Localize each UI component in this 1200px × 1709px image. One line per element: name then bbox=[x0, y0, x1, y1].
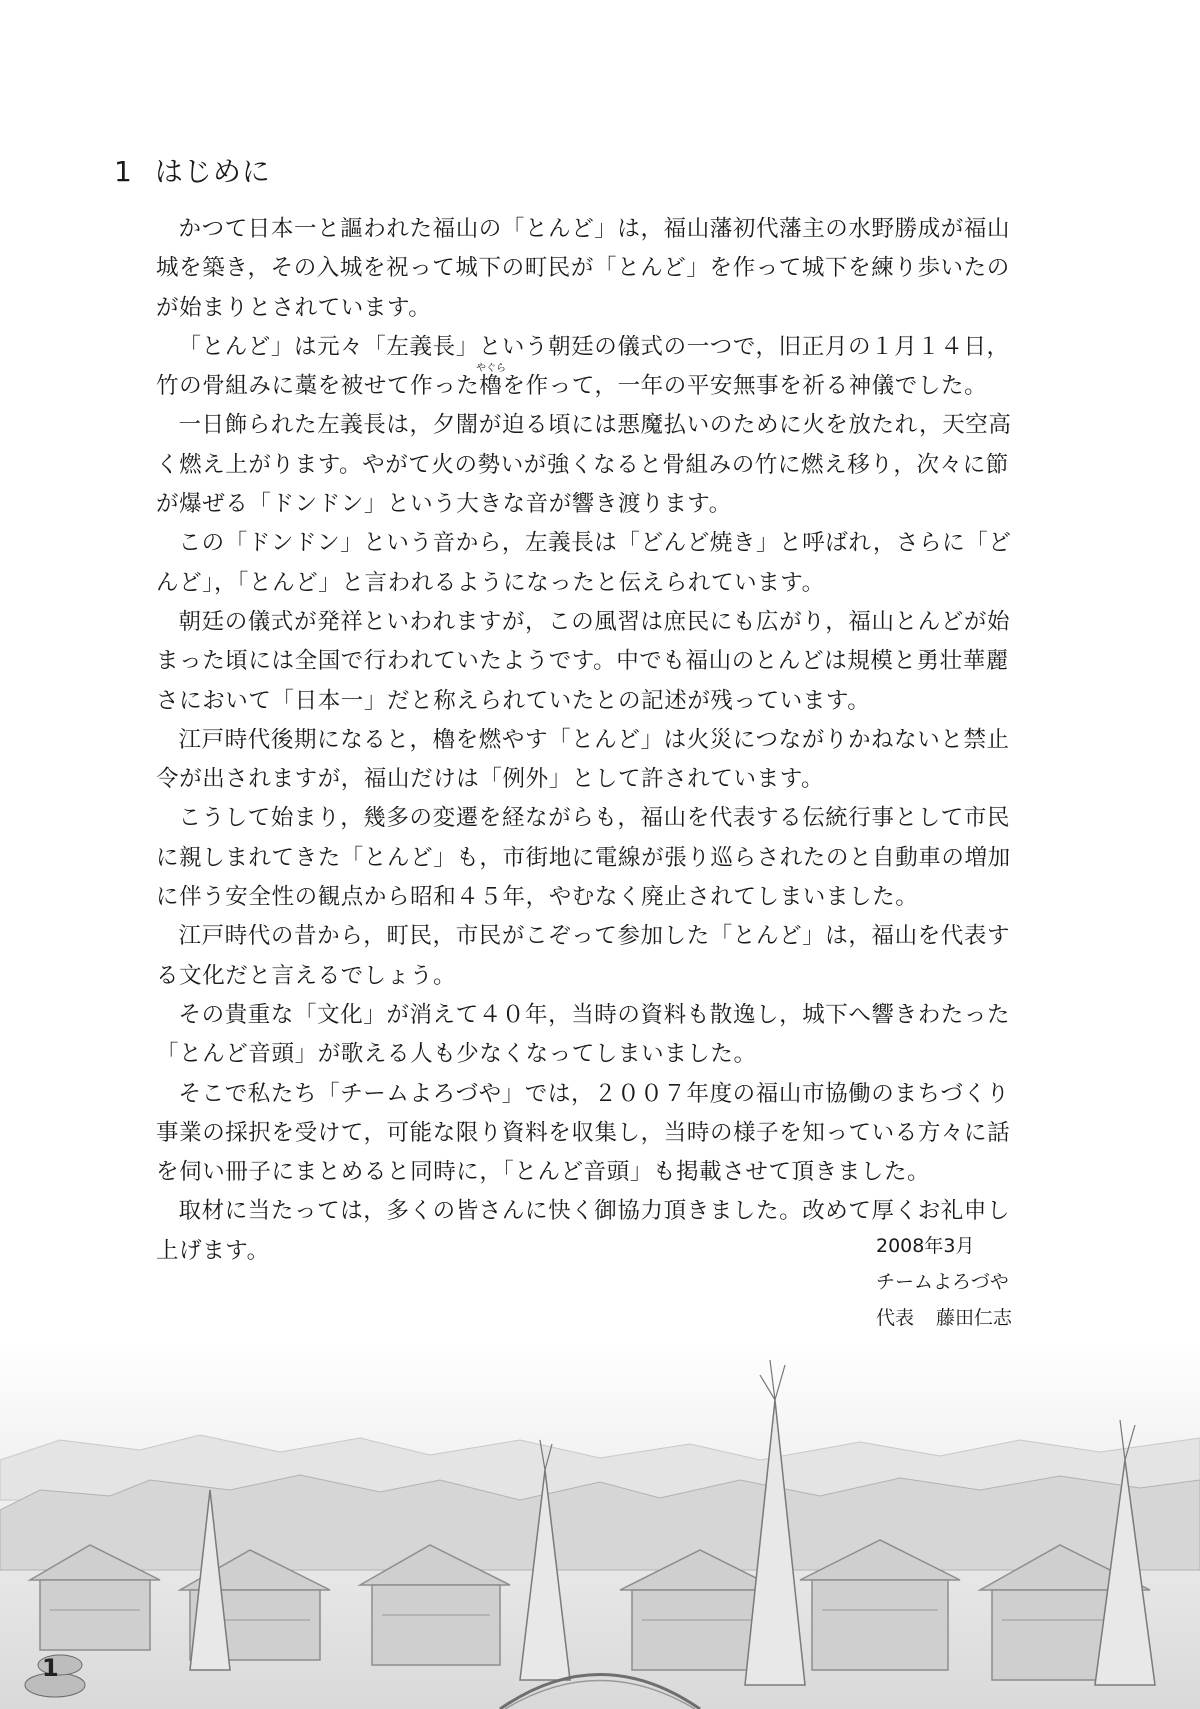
town-tondo-festival-illustration bbox=[0, 1340, 1200, 1709]
ruby-base: 櫓 bbox=[475, 373, 506, 400]
paragraph-1: かつて日本一と謳われた福山の「とんど」は，福山藩初代藩主の水野勝成が福山城を築き，その入城を祝って城下の町民が「とんど」を作って城下を練り歩いたのが始まりとされています。 bbox=[156, 216, 1011, 321]
yagura-ruby bbox=[475, 363, 506, 400]
signature-name: 藤田仁志 bbox=[936, 1307, 1013, 1329]
paragraph-9: その貴重な「文化」が消えて４０年，当時の資料も散逸し，城下へ響きわたった「とんど音頭」が歌える人も少なくなってしまいました。 bbox=[156, 1001, 1011, 1068]
section-title: はじめに bbox=[154, 155, 271, 188]
body-text bbox=[156, 210, 1028, 1271]
signature-date: 2008年3月 bbox=[876, 1235, 975, 1257]
ruby-reading: やぐら bbox=[475, 363, 506, 375]
signature-role: 代表 bbox=[876, 1307, 915, 1329]
paragraph-3: 一日飾られた左義長は，夕闇が迫る頃には悪魔払いのために火を放たれ，天空高く燃え上がります。やがて火の勢いが強くなると骨組みの竹に燃え移り，次々に節が爆ぜる「ドンドン」という大きな音が響き渡ります。 bbox=[156, 412, 1012, 518]
paragraph-6: 江戸時代後期になると，櫓を燃やす「とんど」は火災につながりかねないと禁止令が出されますが，福山だけは「例外」として許されています。 bbox=[156, 726, 1010, 793]
paragraph-7: こうして始まり，幾多の変遷を経ながらも，福山を代表する伝統行事として市民に親しまれてきた「とんど」も，市街地に電線が張り巡らされたのと自動車の増加に伴う安全性の観点から昭和４５年，やむなく廃止されてしまいました。 bbox=[156, 805, 1011, 911]
section-number: 1 bbox=[114, 155, 133, 188]
paragraph-11: 取材に当たっては，多くの皆さんに快く御協力頂きました。改めて厚くお礼申し上げます。 bbox=[156, 1198, 1011, 1264]
signature-representative bbox=[876, 1300, 1012, 1336]
signature-team: チームよろづや bbox=[876, 1271, 1009, 1293]
paragraph-2-after: を作って，一年の平安無事を祈る神儀でした。 bbox=[502, 373, 988, 400]
page-number: 1 bbox=[42, 1654, 59, 1682]
paragraph-5: 朝廷の儀式が発祥といわれますが，この風習は庶民にも広がり，福山とんどが始まった頃には全国で行われていたようです。中でも福山のとんどは規模と勇壮華麗さにおいて「日本一」だと称えられていたとの記述が残っています。 bbox=[156, 608, 1011, 714]
paragraph-2 bbox=[156, 328, 1028, 407]
paragraph-8: 江戸時代の昔から，町民，市民がこぞって参加した「とんど」は，福山を代表する文化だと言えるでしょう。 bbox=[156, 923, 1011, 989]
paragraph-2-before: 「とんど」は元々「左義長」という朝廷の儀式の一つで，旧正月の１月１４日，竹の骨組みに藁を被せて作った bbox=[156, 333, 1010, 400]
paragraph-4: この「ドンドン」という音から，左義長は「どんど焼き」と呼ばれ，さらに「どんど」，「とんど」と言われるようになったと伝えられています。 bbox=[156, 530, 1012, 596]
signature-block bbox=[876, 1228, 1012, 1336]
paragraph-10: そこで私たち「チームよろづや」では，２００７年度の福山市協働のまちづくり事業の採択を受けて，可能な限り資料を収集し，当時の様子を知っている方々に話を伺い冊子にまとめると同時に，「とんど音頭」も掲載させて頂きました。 bbox=[156, 1080, 1011, 1186]
section-heading bbox=[114, 150, 271, 190]
